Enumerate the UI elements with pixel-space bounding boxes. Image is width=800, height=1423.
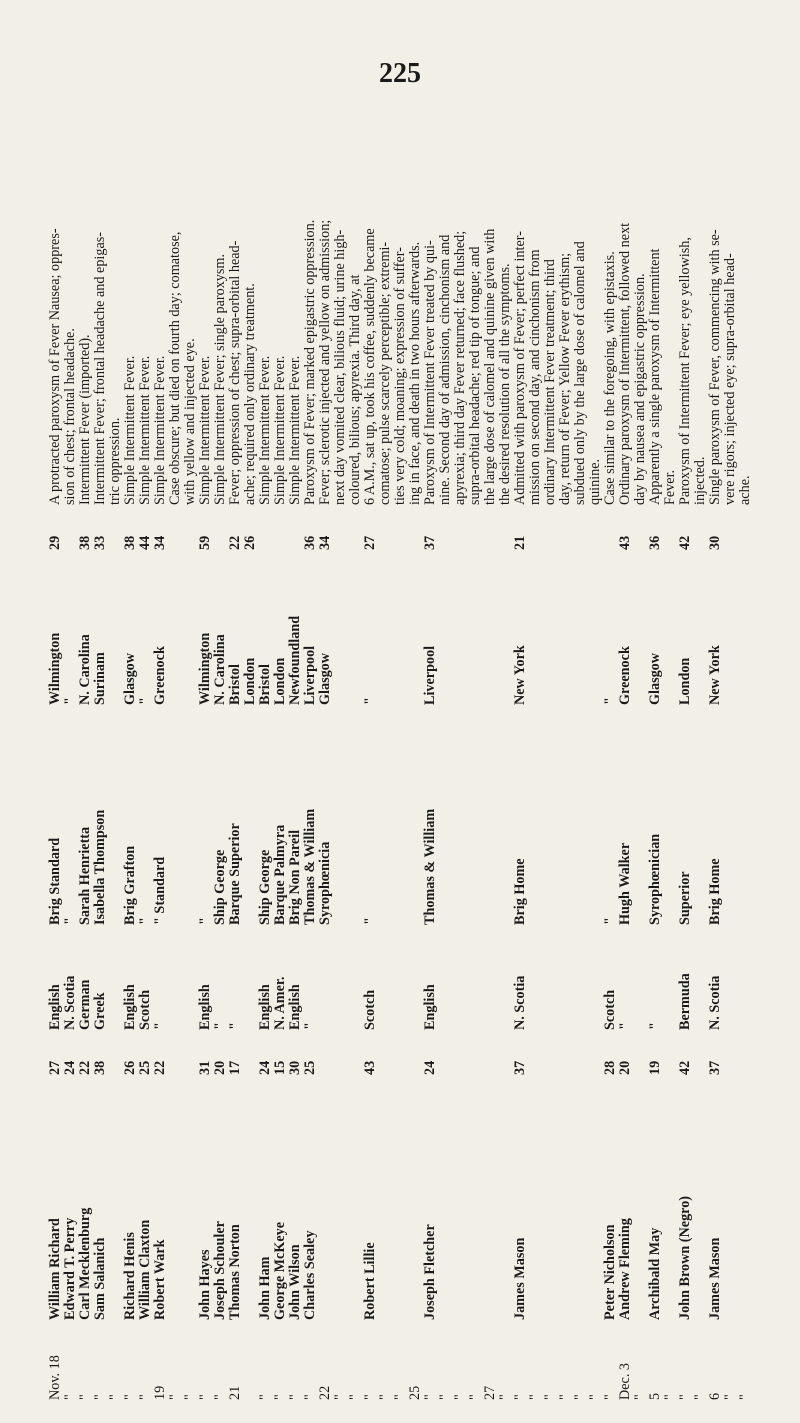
- remarks-cell: day by nausea and epigastric oppression.: [632, 273, 648, 505]
- age-cell: 24: [422, 1060, 438, 1075]
- ship-cell: Superior: [677, 871, 693, 925]
- ship-cell: Syrophœnicia: [317, 841, 333, 925]
- date-cell: 25: [407, 1385, 423, 1400]
- ship-cell: Brig Home: [512, 858, 528, 925]
- remarks-cell: Admitted with paroxysm of Fever; perfect inter-: [512, 231, 528, 505]
- port-cell: ": [362, 697, 378, 705]
- date-cell: Nov. 18: [47, 1355, 63, 1400]
- date-cell: ": [362, 1394, 378, 1400]
- port-cell: Liverpool: [302, 645, 318, 705]
- nation-cell: English: [287, 984, 303, 1030]
- nation-cell: ": [212, 1022, 228, 1030]
- name-cell: Joseph Fletcher: [422, 1224, 438, 1320]
- date-cell: ": [452, 1394, 468, 1400]
- date-cell: ": [212, 1394, 228, 1400]
- days-cell: 59: [197, 535, 213, 550]
- remarks-cell: Simple Intermittent Fever.: [257, 355, 273, 505]
- name-cell: Andrew Fleming: [617, 1218, 633, 1320]
- port-cell: ": [602, 697, 618, 705]
- name-cell: William Claxton: [137, 1219, 153, 1320]
- ship-cell: Thomas & William: [422, 808, 438, 925]
- remarks-cell: ache.: [737, 475, 753, 505]
- days-cell: 38: [122, 535, 138, 550]
- ship-cell: ": [362, 917, 378, 925]
- port-cell: Wilmington: [197, 632, 213, 705]
- date-cell: ": [677, 1394, 693, 1400]
- remarks-cell: Simple Intermittent Fever.: [287, 355, 303, 505]
- remarks-cell: Paroxysm of Intermittent Fever; eye yellowish,: [677, 237, 693, 505]
- nation-cell: Greek: [92, 992, 108, 1030]
- age-cell: 22: [77, 1060, 93, 1075]
- name-cell: Robert Lillie: [362, 1242, 378, 1320]
- date-cell: ": [662, 1394, 678, 1400]
- days-cell: 30: [707, 535, 723, 550]
- nation-cell: English: [197, 984, 213, 1030]
- nation-cell: English: [122, 984, 138, 1030]
- date-cell: ": [557, 1394, 573, 1400]
- name-cell: Richard Henis: [122, 1232, 138, 1320]
- age-cell: 20: [212, 1060, 228, 1075]
- remarks-cell: the desired resolution of all the symptoms.: [497, 263, 513, 505]
- table-row: [736, 90, 754, 1400]
- date-cell: ": [272, 1394, 288, 1400]
- date-cell: ": [527, 1394, 543, 1400]
- remarks-cell: Simple Intermittent Fever.: [137, 355, 153, 505]
- age-cell: 25: [137, 1060, 153, 1075]
- port-cell: Greenock: [617, 646, 633, 705]
- name-cell: John Wilson: [287, 1244, 303, 1320]
- date-cell: ": [332, 1394, 348, 1400]
- port-cell: ": [62, 697, 78, 705]
- remarks-cell: Case similar to the foregoing, with epistaxis.: [602, 251, 618, 505]
- date-cell: 6: [707, 1392, 723, 1400]
- remarks-cell: Simple Intermittent Fever.: [272, 355, 288, 505]
- date-cell: ": [347, 1394, 363, 1400]
- date-cell: ": [392, 1394, 408, 1400]
- remarks-cell: Simple Intermittent Fever; single paroxysm.: [212, 254, 228, 505]
- port-cell: Liverpool: [422, 645, 438, 705]
- age-cell: 42: [677, 1060, 693, 1075]
- remarks-cell: Intermittent Fever (imported).: [77, 334, 93, 505]
- date-cell: ": [107, 1394, 123, 1400]
- port-cell: Greenock: [152, 646, 168, 705]
- days-cell: 36: [647, 535, 663, 550]
- name-cell: John Ham: [257, 1256, 273, 1320]
- remarks-cell: ache; required only ordinary treatment.: [242, 283, 258, 505]
- port-cell: Glasgow: [317, 652, 333, 705]
- port-cell: London: [272, 657, 288, 705]
- remarks-cell: Paroxysm of Fever; marked epigastric oppression.: [302, 219, 318, 505]
- date-cell: ": [302, 1394, 318, 1400]
- port-cell: Bristol: [227, 664, 243, 705]
- remarks-cell: sion of chest; frontal headache.: [62, 328, 78, 505]
- remarks-cell: Simple Intermittent Fever.: [197, 355, 213, 505]
- days-cell: 26: [242, 535, 258, 550]
- age-cell: 17: [227, 1060, 243, 1075]
- days-cell: 34: [317, 535, 333, 550]
- date-cell: ": [692, 1394, 708, 1400]
- age-cell: 27: [47, 1060, 63, 1075]
- date-cell: 21: [227, 1385, 243, 1400]
- age-cell: 37: [707, 1060, 723, 1075]
- age-cell: 24: [257, 1060, 273, 1075]
- ship-cell: ": [62, 917, 78, 925]
- remarks-cell: Simple Intermittent Fever.: [152, 355, 168, 505]
- name-cell: Peter Nicholson: [602, 1224, 618, 1320]
- date-cell: ": [167, 1394, 183, 1400]
- age-cell: 20: [617, 1060, 633, 1075]
- days-cell: 29: [47, 535, 63, 550]
- date-cell: ": [122, 1394, 138, 1400]
- name-cell: Joseph Schouler: [212, 1221, 228, 1320]
- date-cell: ": [542, 1394, 558, 1400]
- days-cell: 21: [512, 535, 528, 550]
- remarks-cell: supra-orbital headache; red tip of tongue; and: [467, 246, 483, 505]
- age-cell: 15: [272, 1060, 288, 1075]
- port-cell: N. Carolina: [212, 634, 228, 705]
- ship-cell: Hugh Walker: [617, 842, 633, 925]
- date-cell: ": [182, 1394, 198, 1400]
- days-cell: 38: [77, 535, 93, 550]
- date-cell: ": [497, 1394, 513, 1400]
- remarks-cell: Ordinary paroxysm of Intermittent, followed next: [617, 222, 633, 505]
- nation-cell: English: [257, 984, 273, 1030]
- remarks-cell: next day vomited clear, bilious fluid; urine high-: [332, 229, 348, 505]
- name-cell: Edward T. Perry: [62, 1217, 78, 1320]
- date-cell: ": [377, 1394, 393, 1400]
- age-cell: 37: [512, 1060, 528, 1075]
- remarks-cell: coloured, bilious; apyrexia. Third day, at: [347, 274, 363, 505]
- days-cell: 44: [137, 535, 153, 550]
- remarks-cell: quinine.: [587, 458, 603, 505]
- nation-cell: English: [422, 984, 438, 1030]
- date-cell: ": [602, 1394, 618, 1400]
- page-number: 225: [379, 58, 421, 89]
- remarks-cell: ordinary Intermittent Fever treatment; third: [542, 259, 558, 505]
- name-cell: Carl Mecklenburg: [77, 1207, 93, 1320]
- remarks-cell: ties very cold; moaning; expression of suffer-: [392, 247, 408, 505]
- remarks-cell: tric oppression.: [107, 417, 123, 505]
- age-cell: 30: [287, 1060, 303, 1075]
- port-cell: New York: [512, 645, 528, 705]
- remarks-cell: Apparently a single paroxysm of Intermittent: [647, 248, 663, 505]
- name-cell: Thomas Norton: [227, 1224, 243, 1320]
- fever-case-table: [40, 90, 760, 1400]
- date-cell: ": [422, 1394, 438, 1400]
- days-cell: 42: [677, 535, 693, 550]
- port-cell: Newfoundland: [287, 615, 303, 705]
- port-cell: N. Carolina: [77, 634, 93, 705]
- nation-cell: ": [647, 1022, 663, 1030]
- port-cell: New York: [707, 645, 723, 705]
- ship-cell: Barque Palmyra: [272, 824, 288, 925]
- port-cell: London: [242, 657, 258, 705]
- port-cell: ": [137, 697, 153, 705]
- remarks-cell: nine. Second day of admission, cinchonism and: [437, 234, 453, 505]
- name-cell: Sam Salanich: [92, 1237, 108, 1320]
- nation-cell: ": [227, 1022, 243, 1030]
- name-cell: John Hayes: [197, 1249, 213, 1320]
- age-cell: 24: [62, 1060, 78, 1075]
- nation-cell: N. Amer.: [272, 976, 288, 1030]
- ship-cell: Sarah Henrietta: [77, 826, 93, 925]
- nation-cell: N. Scotia: [707, 975, 723, 1030]
- remarks-cell: 6 A.M., sat up, took his coffee, suddenly became: [362, 228, 378, 505]
- nation-cell: Bermuda: [677, 973, 693, 1030]
- days-cell: 37: [422, 535, 438, 550]
- port-cell: Wilmington: [47, 632, 63, 705]
- remarks-cell: apyrexia; third day Fever returned; face flushed;: [452, 230, 468, 505]
- remarks-cell: the large dose of calomel and quinine given with: [482, 228, 498, 505]
- date-cell: 27: [482, 1385, 498, 1400]
- nation-cell: Scotch: [137, 989, 153, 1030]
- date-cell: ": [287, 1394, 303, 1400]
- name-cell: William Richard: [47, 1218, 63, 1320]
- remarks-cell: comatose; pulse scarcely perceptible; extremi-: [377, 241, 393, 505]
- nation-cell: ": [302, 1022, 318, 1030]
- date-cell: ": [512, 1394, 528, 1400]
- ship-cell: ": [197, 917, 213, 925]
- name-cell: Archibald May: [647, 1227, 663, 1320]
- age-cell: 19: [647, 1060, 663, 1075]
- date-cell: 22: [317, 1385, 333, 1400]
- remarks-cell: Intermittent Fever; frontal headache and epigas-: [92, 232, 108, 505]
- nation-cell: Scotch: [362, 989, 378, 1030]
- date-cell: ": [92, 1394, 108, 1400]
- name-cell: George McKeye: [272, 1221, 288, 1320]
- ship-cell: Brig Home: [707, 858, 723, 925]
- date-cell: ": [587, 1394, 603, 1400]
- nation-cell: N. Scotia: [62, 975, 78, 1030]
- date-cell: 19: [152, 1385, 168, 1400]
- days-cell: 27: [362, 535, 378, 550]
- name-cell: James Mason: [707, 1237, 723, 1320]
- port-cell: Glasgow: [647, 652, 663, 705]
- date-cell: ": [257, 1394, 273, 1400]
- remarks-cell: Fever; sclerotic injected and yellow on admission;: [317, 219, 333, 505]
- date-cell: ": [137, 1394, 153, 1400]
- nation-cell: Scotch: [602, 989, 618, 1030]
- days-cell: 43: [617, 535, 633, 550]
- ship-cell: Thomas & William: [302, 808, 318, 925]
- days-cell: 34: [152, 535, 168, 550]
- name-cell: Robert Wark: [152, 1239, 168, 1320]
- age-cell: 25: [302, 1060, 318, 1075]
- ship-cell: Barque Superior: [227, 823, 243, 925]
- remarks-cell: Single paroxysm of Fever, commencing with se-: [707, 229, 723, 505]
- port-cell: Glasgow: [122, 652, 138, 705]
- age-cell: 43: [362, 1060, 378, 1075]
- date-cell: ": [632, 1394, 648, 1400]
- date-cell: ": [572, 1394, 588, 1400]
- date-cell: 5: [647, 1392, 663, 1400]
- age-cell: 31: [197, 1060, 213, 1075]
- port-cell: London: [677, 657, 693, 705]
- ship-cell: " Standard: [152, 856, 168, 925]
- remarks-cell: vere rigors; injected eye; supra-orbital head-: [722, 253, 738, 505]
- date-cell: ": [722, 1394, 738, 1400]
- remarks-cell: subdued only by the large dose of calomel and: [572, 241, 588, 505]
- date-cell: ": [62, 1394, 78, 1400]
- nation-cell: ": [152, 1022, 168, 1030]
- remarks-cell: injected.: [692, 456, 708, 505]
- age-cell: 26: [122, 1060, 138, 1075]
- port-cell: Bristol: [257, 664, 273, 705]
- ship-cell: Brig Non Pareil: [287, 829, 303, 925]
- ship-cell: Syrophœnician: [647, 833, 663, 925]
- date-cell: ": [437, 1394, 453, 1400]
- nation-cell: German: [77, 979, 93, 1030]
- ship-cell: ": [137, 917, 153, 925]
- port-cell: Surinam: [92, 652, 108, 705]
- days-cell: 33: [92, 535, 108, 550]
- remarks-cell: mission on second day, and cinchonism from: [527, 249, 543, 505]
- age-cell: 38: [92, 1060, 108, 1075]
- date-cell: Dec. 3: [617, 1362, 633, 1400]
- date-cell: ": [467, 1394, 483, 1400]
- ship-cell: Brig Standard: [47, 837, 63, 925]
- remarks-cell: ing in face, and death in two hours afterwards.: [407, 241, 423, 505]
- date-cell: ": [737, 1394, 753, 1400]
- remarks-cell: Paroxysm of Intermittent Fever treated by qui-: [422, 240, 438, 505]
- date-cell: ": [197, 1394, 213, 1400]
- nation-cell: ": [617, 1022, 633, 1030]
- nation-cell: N. Scotia: [512, 975, 528, 1030]
- name-cell: James Mason: [512, 1237, 528, 1320]
- ship-cell: Brig Grafton: [122, 845, 138, 925]
- ship-cell: Ship George: [257, 849, 273, 925]
- days-cell: 22: [227, 535, 243, 550]
- age-cell: 28: [602, 1060, 618, 1075]
- remarks-cell: with yellow and injected eye.: [182, 338, 198, 505]
- remarks-cell: Simple Intermittent Fever.: [122, 355, 138, 505]
- name-cell: John Brown (Negro): [677, 1195, 693, 1320]
- nation-cell: English: [47, 984, 63, 1030]
- remarks-cell: Fever.: [662, 469, 678, 505]
- ship-cell: Ship George: [212, 849, 228, 925]
- ship-cell: Isabella Thompson: [92, 809, 108, 925]
- name-cell: Charles Sealey: [302, 1230, 318, 1320]
- remarks-cell: day, return of Fever; Yellow Fever erythism;: [557, 252, 573, 505]
- age-cell: 22: [152, 1060, 168, 1075]
- ship-cell: ": [602, 917, 618, 925]
- date-cell: ": [77, 1394, 93, 1400]
- remarks-cell: A protracted paroxysm of Fever Nausea; oppres-: [47, 228, 63, 505]
- days-cell: 36: [302, 535, 318, 550]
- remarks-cell: Case obscure; but died on fourth day; comatose,: [167, 231, 183, 505]
- remarks-cell: Fever; oppression of chest; supra-orbital head-: [227, 240, 243, 505]
